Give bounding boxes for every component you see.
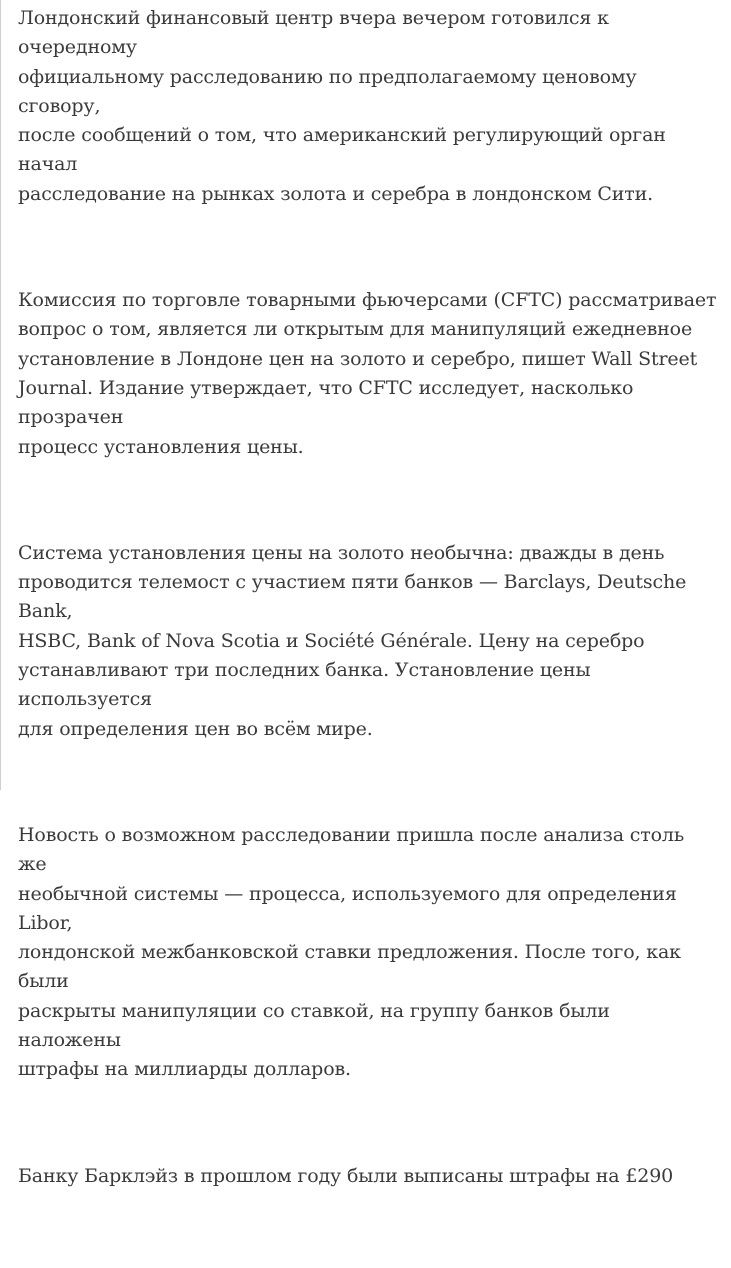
paragraph-line: официальному расследованию по предполагаемому ценовому сговору,: [18, 65, 637, 117]
paragraph-line: лондонской межбанковской ставки предложения. После того, как были: [18, 941, 681, 993]
paragraph-line: установление в Лондоне цен на золото и серебро, пишет Wall Street: [18, 347, 698, 370]
paragraph-line: Лондонский финансовый центр вчера вечером готовился к очередному: [18, 7, 609, 59]
paragraph-line: для определения цен во всём мире.: [18, 717, 373, 740]
paragraph-line: раскрыты манипуляции со ставкой, на группу банков были наложены: [18, 999, 610, 1052]
paragraph-line: Комиссия по торговле товарными фьючерсами (CFTC) рассматривает: [18, 289, 717, 312]
paragraph-line: вопрос о том, является ли открытым для манипуляций ежедневное: [18, 318, 693, 341]
paragraph-line: устанавливают три последних банка. Установление цены используется: [18, 659, 591, 711]
paragraph-line: Новость о возможном расследовании пришла после анализа столь же: [18, 823, 685, 876]
article-paragraph: [18, 539, 718, 744]
paragraph-line: Банку Барклэйз в прошлом году были выписаны штрафы на £290: [18, 1164, 674, 1187]
article-paragraph: [18, 1162, 718, 1191]
article-paragraph: [18, 821, 718, 1085]
paragraph-line: процесс установления цены.: [18, 435, 304, 458]
paragraph-line: после сообщений о том, что американский регулирующий орган начал: [18, 124, 666, 176]
paragraph-line: Система установления цены на золото необычна: дважды в день: [18, 541, 665, 564]
left-border-rule: [0, 0, 1, 790]
paragraph-line: штрафы на миллиарды долларов.: [18, 1058, 351, 1081]
paragraph-line: HSBC, Bank of Nova Scotia и Société Générale. Цену на серебро: [18, 629, 645, 652]
paragraph-line: расследование на рынках золота и серебра в лондонском Сити.: [18, 182, 653, 205]
paragraph-line: проводится телемост с участием пяти банков — Barclays, Deutsche Bank,: [18, 571, 687, 623]
paragraph-line: необычной системы — процесса, используемого для определения Libor,: [18, 882, 677, 934]
article-paragraph: [18, 4, 718, 209]
article-body: [18, 4, 718, 1268]
article-paragraph: [18, 286, 718, 462]
paragraph-line: Journal. Издание утверждает, что CFTC исследует, насколько прозрачен: [18, 376, 634, 429]
